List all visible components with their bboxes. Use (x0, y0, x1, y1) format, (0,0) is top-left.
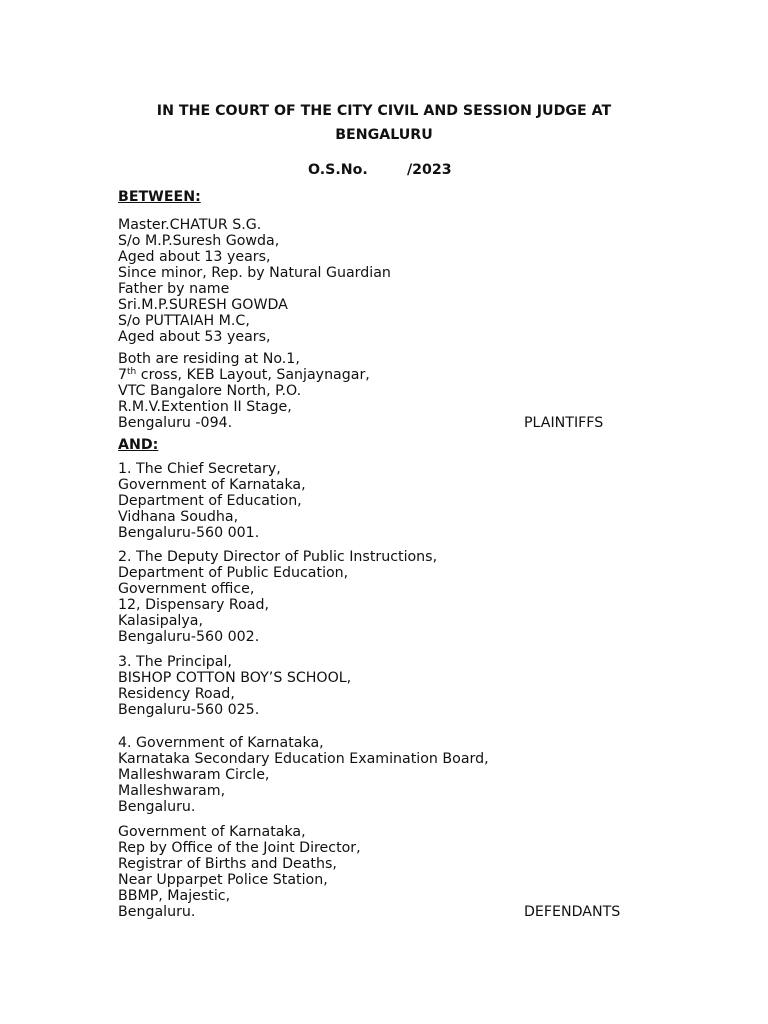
plaintiff-line: S/o PUTTAIAH M.C, (118, 313, 250, 329)
defendant-2-line: Bengaluru-560 002. (118, 629, 260, 645)
plaintiff-address-line: Bengaluru -094. (118, 415, 233, 431)
plaintiff-line: Since minor, Rep. by Natural Guardian (118, 265, 391, 281)
defendant-5-line: Rep by Office of the Joint Director, (118, 840, 361, 856)
defendant-2-line: Government office, (118, 581, 255, 597)
defendant-1-line: Department of Education, (118, 493, 302, 509)
defendant-5-line: Government of Karnataka, (118, 824, 306, 840)
court-heading-line1: IN THE COURT OF THE CITY CIVIL AND SESSION JUDGE AT (156, 103, 612, 119)
defendant-5-line: Bengaluru. (118, 904, 196, 920)
defendant-4-line: Malleshwaram Circle, (118, 767, 270, 783)
defendants-role-label: DEFENDANTS (524, 904, 621, 920)
address-street-number: 7 (118, 367, 128, 383)
and-label: AND: (118, 437, 159, 453)
plaintiff-line: Aged about 53 years, (118, 329, 271, 345)
defendant-1-line: Government of Karnataka, (118, 477, 306, 493)
defendant-5-line: Registrar of Births and Deaths, (118, 856, 337, 872)
plaintiff-line: S/o M.P.Suresh Gowda, (118, 233, 280, 249)
plaintiff-line: Master.CHATUR S.G. (118, 217, 262, 233)
defendant-5-line: Near Upparpet Police Station, (118, 872, 328, 888)
ordinal-suffix: th (127, 367, 137, 377)
address-street-rest: cross, KEB Layout, Sanjaynagar, (136, 367, 370, 383)
plaintiff-line: Father by name (118, 281, 230, 297)
plaintiff-line: Sri.M.P.SURESH GOWDA (118, 297, 288, 313)
between-label: BETWEEN: (118, 189, 201, 205)
court-heading-line2: BENGALURU (335, 127, 433, 143)
defendant-2-line: Kalasipalya, (118, 613, 203, 629)
defendant-1-line: 1. The Chief Secretary, (118, 461, 281, 477)
defendant-3-line: Residency Road, (118, 686, 235, 702)
defendant-2-line: 12, Dispensary Road, (118, 597, 269, 613)
plaintiff-line: Aged about 13 years, (118, 249, 271, 265)
defendant-4-line: Malleshwaram, (118, 783, 226, 799)
plaintiff-address-line: R.M.V.Extention II Stage, (118, 399, 292, 415)
defendant-3-line: BISHOP COTTON BOY’S SCHOOL, (118, 670, 352, 686)
defendant-4-line: Karnataka Secondary Education Examination Board, (118, 751, 489, 767)
defendant-5-line: BBMP, Majestic, (118, 888, 231, 904)
case-number-year: /2023 (407, 162, 452, 178)
defendant-3-line: Bengaluru-560 025. (118, 702, 260, 718)
defendant-2-line: 2. The Deputy Director of Public Instructions, (118, 549, 438, 565)
plaintiff-address-line (118, 367, 370, 383)
defendant-3-line: 3. The Principal, (118, 654, 232, 670)
defendant-1-line: Vidhana Soudha, (118, 509, 239, 525)
defendant-1-line: Bengaluru-560 001. (118, 525, 260, 541)
defendant-4-line: Bengaluru. (118, 799, 196, 815)
case-number-label: O.S.No. (308, 162, 368, 178)
plaintiff-address-line: VTC Bangalore North, P.O. (118, 383, 302, 399)
defendant-4-line: 4. Government of Karnataka, (118, 735, 324, 751)
plaintiffs-role-label: PLAINTIFFS (524, 415, 604, 431)
defendant-2-line: Department of Public Education, (118, 565, 349, 581)
plaintiff-address-line: Both are residing at No.1, (118, 351, 300, 367)
